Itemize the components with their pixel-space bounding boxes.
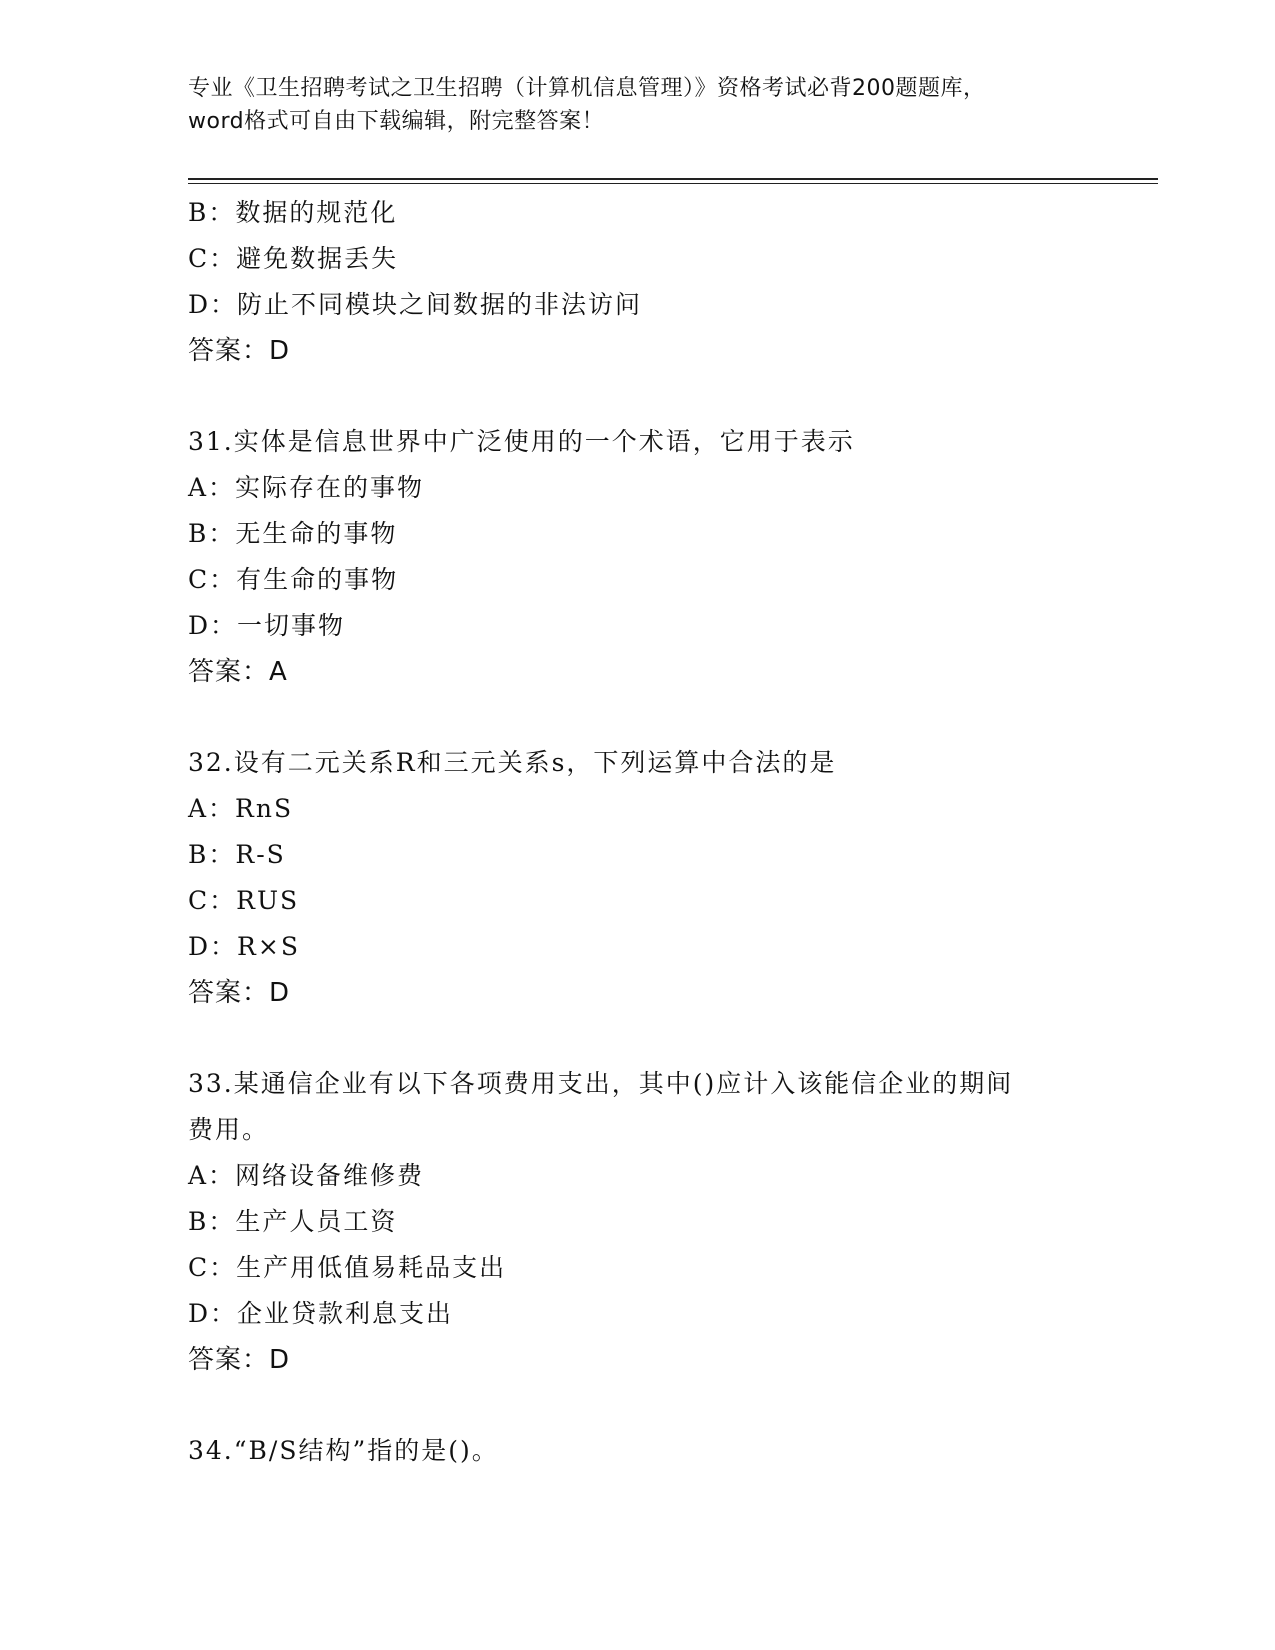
question-text-line-2: 费用。: [188, 1115, 270, 1144]
question-34: [188, 1428, 1088, 1474]
option-a: A：RnS: [188, 794, 294, 823]
option-d: D：企业贷款利息支出: [188, 1299, 454, 1328]
option-d: D：防止不同模块之间数据的非法访问: [188, 290, 643, 319]
option-a: A：实际存在的事物: [188, 473, 425, 502]
header-line-1: 专业《卫生招聘考试之卫生招聘（计算机信息管理）》资格考试必背200题题库，: [188, 76, 986, 101]
header-divider-thin: [188, 183, 1158, 184]
option-b: B：R-S: [188, 840, 286, 869]
option-b: B：无生命的事物: [188, 519, 398, 548]
question-30-continuation: [188, 190, 1088, 374]
question-text: 34.“B/S结构”指的是()。: [188, 1436, 499, 1465]
option-d: D：R×S: [188, 932, 300, 961]
answer-label: 答案：A: [188, 657, 288, 687]
header-line-2: word格式可自由下载编辑，附完整答案！: [188, 109, 605, 134]
option-c: C：避免数据丢失: [188, 244, 399, 273]
question-31: [188, 419, 1088, 695]
document-content: [188, 190, 1088, 1474]
question-text: 31.实体是信息世界中广泛使用的一个术语，它用于表示: [188, 427, 855, 456]
option-c: C：RUS: [188, 886, 300, 915]
option-d: D：一切事物: [188, 611, 346, 640]
document-header: [188, 72, 1088, 138]
option-c: C：生产用低值易耗品支出: [188, 1253, 507, 1282]
question-32: [188, 740, 1088, 1016]
header-divider-thick: [188, 178, 1158, 180]
option-a: A：网络设备维修费: [188, 1161, 425, 1190]
answer-label: 答案：D: [188, 1345, 291, 1375]
option-b: B：数据的规范化: [188, 198, 398, 227]
answer-label: 答案：D: [188, 336, 291, 366]
option-b: B：生产人员工资: [188, 1207, 398, 1236]
question-33: [188, 1061, 1088, 1383]
option-c: C：有生命的事物: [188, 565, 399, 594]
question-text: 32.设有二元关系R和三元关系s，下列运算中合法的是: [188, 748, 837, 777]
answer-label: 答案：D: [188, 978, 291, 1008]
question-text-line-1: 33.某通信企业有以下各项费用支出，其中()应计入该能信企业的期间: [188, 1069, 1014, 1098]
